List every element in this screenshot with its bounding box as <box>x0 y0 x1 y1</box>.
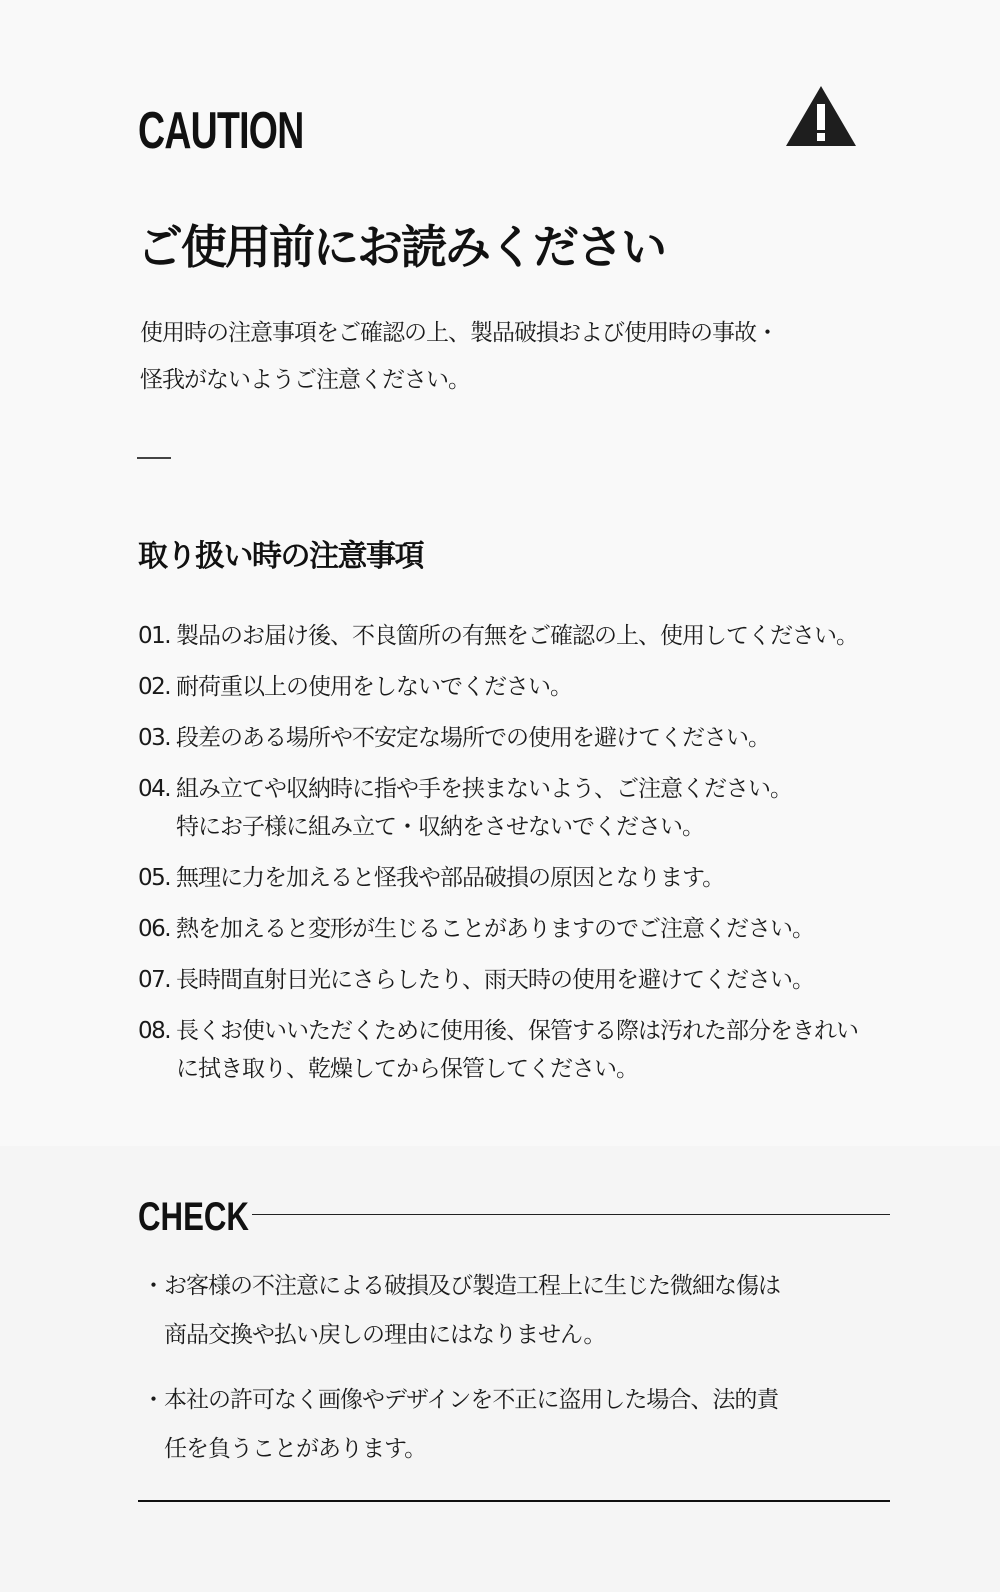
check-text: 任を負うことがあります。 <box>164 1436 427 1462</box>
note-item <box>138 667 968 707</box>
note-text: 段差のある場所や不安定な場所での使用を避けてください。 <box>176 725 770 751</box>
note-number: 05. <box>138 865 171 891</box>
note-number: 08. <box>138 1018 171 1044</box>
warning-triangle-icon <box>785 84 857 148</box>
note-item <box>138 718 968 758</box>
check-item <box>142 1376 902 1474</box>
check-text: 商品交換や払い戻しの理由にはなりません。 <box>164 1322 606 1348</box>
note-item <box>138 616 968 656</box>
note-text: 無理に力を加えると怪我や部品破損の原因となります。 <box>176 865 725 891</box>
handling-notes-list <box>138 616 968 1100</box>
check-title: CHECK <box>138 1195 249 1239</box>
handling-section-title: 取り扱い時の注意事項 <box>138 539 423 574</box>
note-item <box>138 769 968 847</box>
bullet-icon: ・ <box>142 1387 164 1413</box>
note-number: 02. <box>138 674 171 700</box>
note-number: 03. <box>138 725 171 751</box>
note-item <box>138 1011 968 1089</box>
page-title: ご使用前にお読みください <box>137 220 665 274</box>
note-text: 長時間直射日光にさらしたり、雨天時の使用を避けてください。 <box>176 967 814 993</box>
check-item <box>142 1262 902 1360</box>
note-text: 組み立てや収納時に指や手を挟まないよう、ご注意ください。 <box>176 776 792 802</box>
note-text: 熱を加えると変形が生じることがありますのでご注意ください。 <box>176 916 814 942</box>
intro-line: 使用時の注意事項をご確認の上、製品破損および使用時の事故・ <box>140 320 778 346</box>
note-text: に拭き取り、乾燥してから保管してください。 <box>176 1056 638 1082</box>
note-item <box>138 960 968 1000</box>
note-text: 製品のお届け後、不良箇所の有無をご確認の上、使用してください。 <box>176 623 858 649</box>
note-item <box>138 909 968 949</box>
short-divider <box>137 457 171 459</box>
note-number: 04. <box>138 776 171 802</box>
intro-line: 怪我がないようご注意ください。 <box>140 367 470 393</box>
bullet-icon: ・ <box>142 1273 164 1299</box>
note-text: 耐荷重以上の使用をしないでください。 <box>176 674 572 700</box>
check-text: お客様の不注意による破損及び製造工程上に生じた微細な傷は <box>164 1273 780 1299</box>
note-number: 01. <box>138 623 171 649</box>
check-text: 本社の許可なく画像やデザインを不正に盗用した場合、法的責 <box>164 1387 779 1413</box>
note-number: 06. <box>138 916 171 942</box>
bottom-divider <box>138 1500 890 1502</box>
note-number: 07. <box>138 967 171 993</box>
note-text: 長くお使いいただくために使用後、保管する際は汚れた部分をきれい <box>176 1018 858 1044</box>
intro-text <box>140 310 900 404</box>
check-header-rule <box>252 1214 890 1215</box>
check-list <box>142 1262 902 1490</box>
note-item <box>138 858 968 898</box>
caution-label: CAUTION <box>138 102 304 160</box>
check-header <box>138 1194 890 1240</box>
note-text: 特にお子様に組み立て・収納をさせないでください。 <box>176 814 704 840</box>
